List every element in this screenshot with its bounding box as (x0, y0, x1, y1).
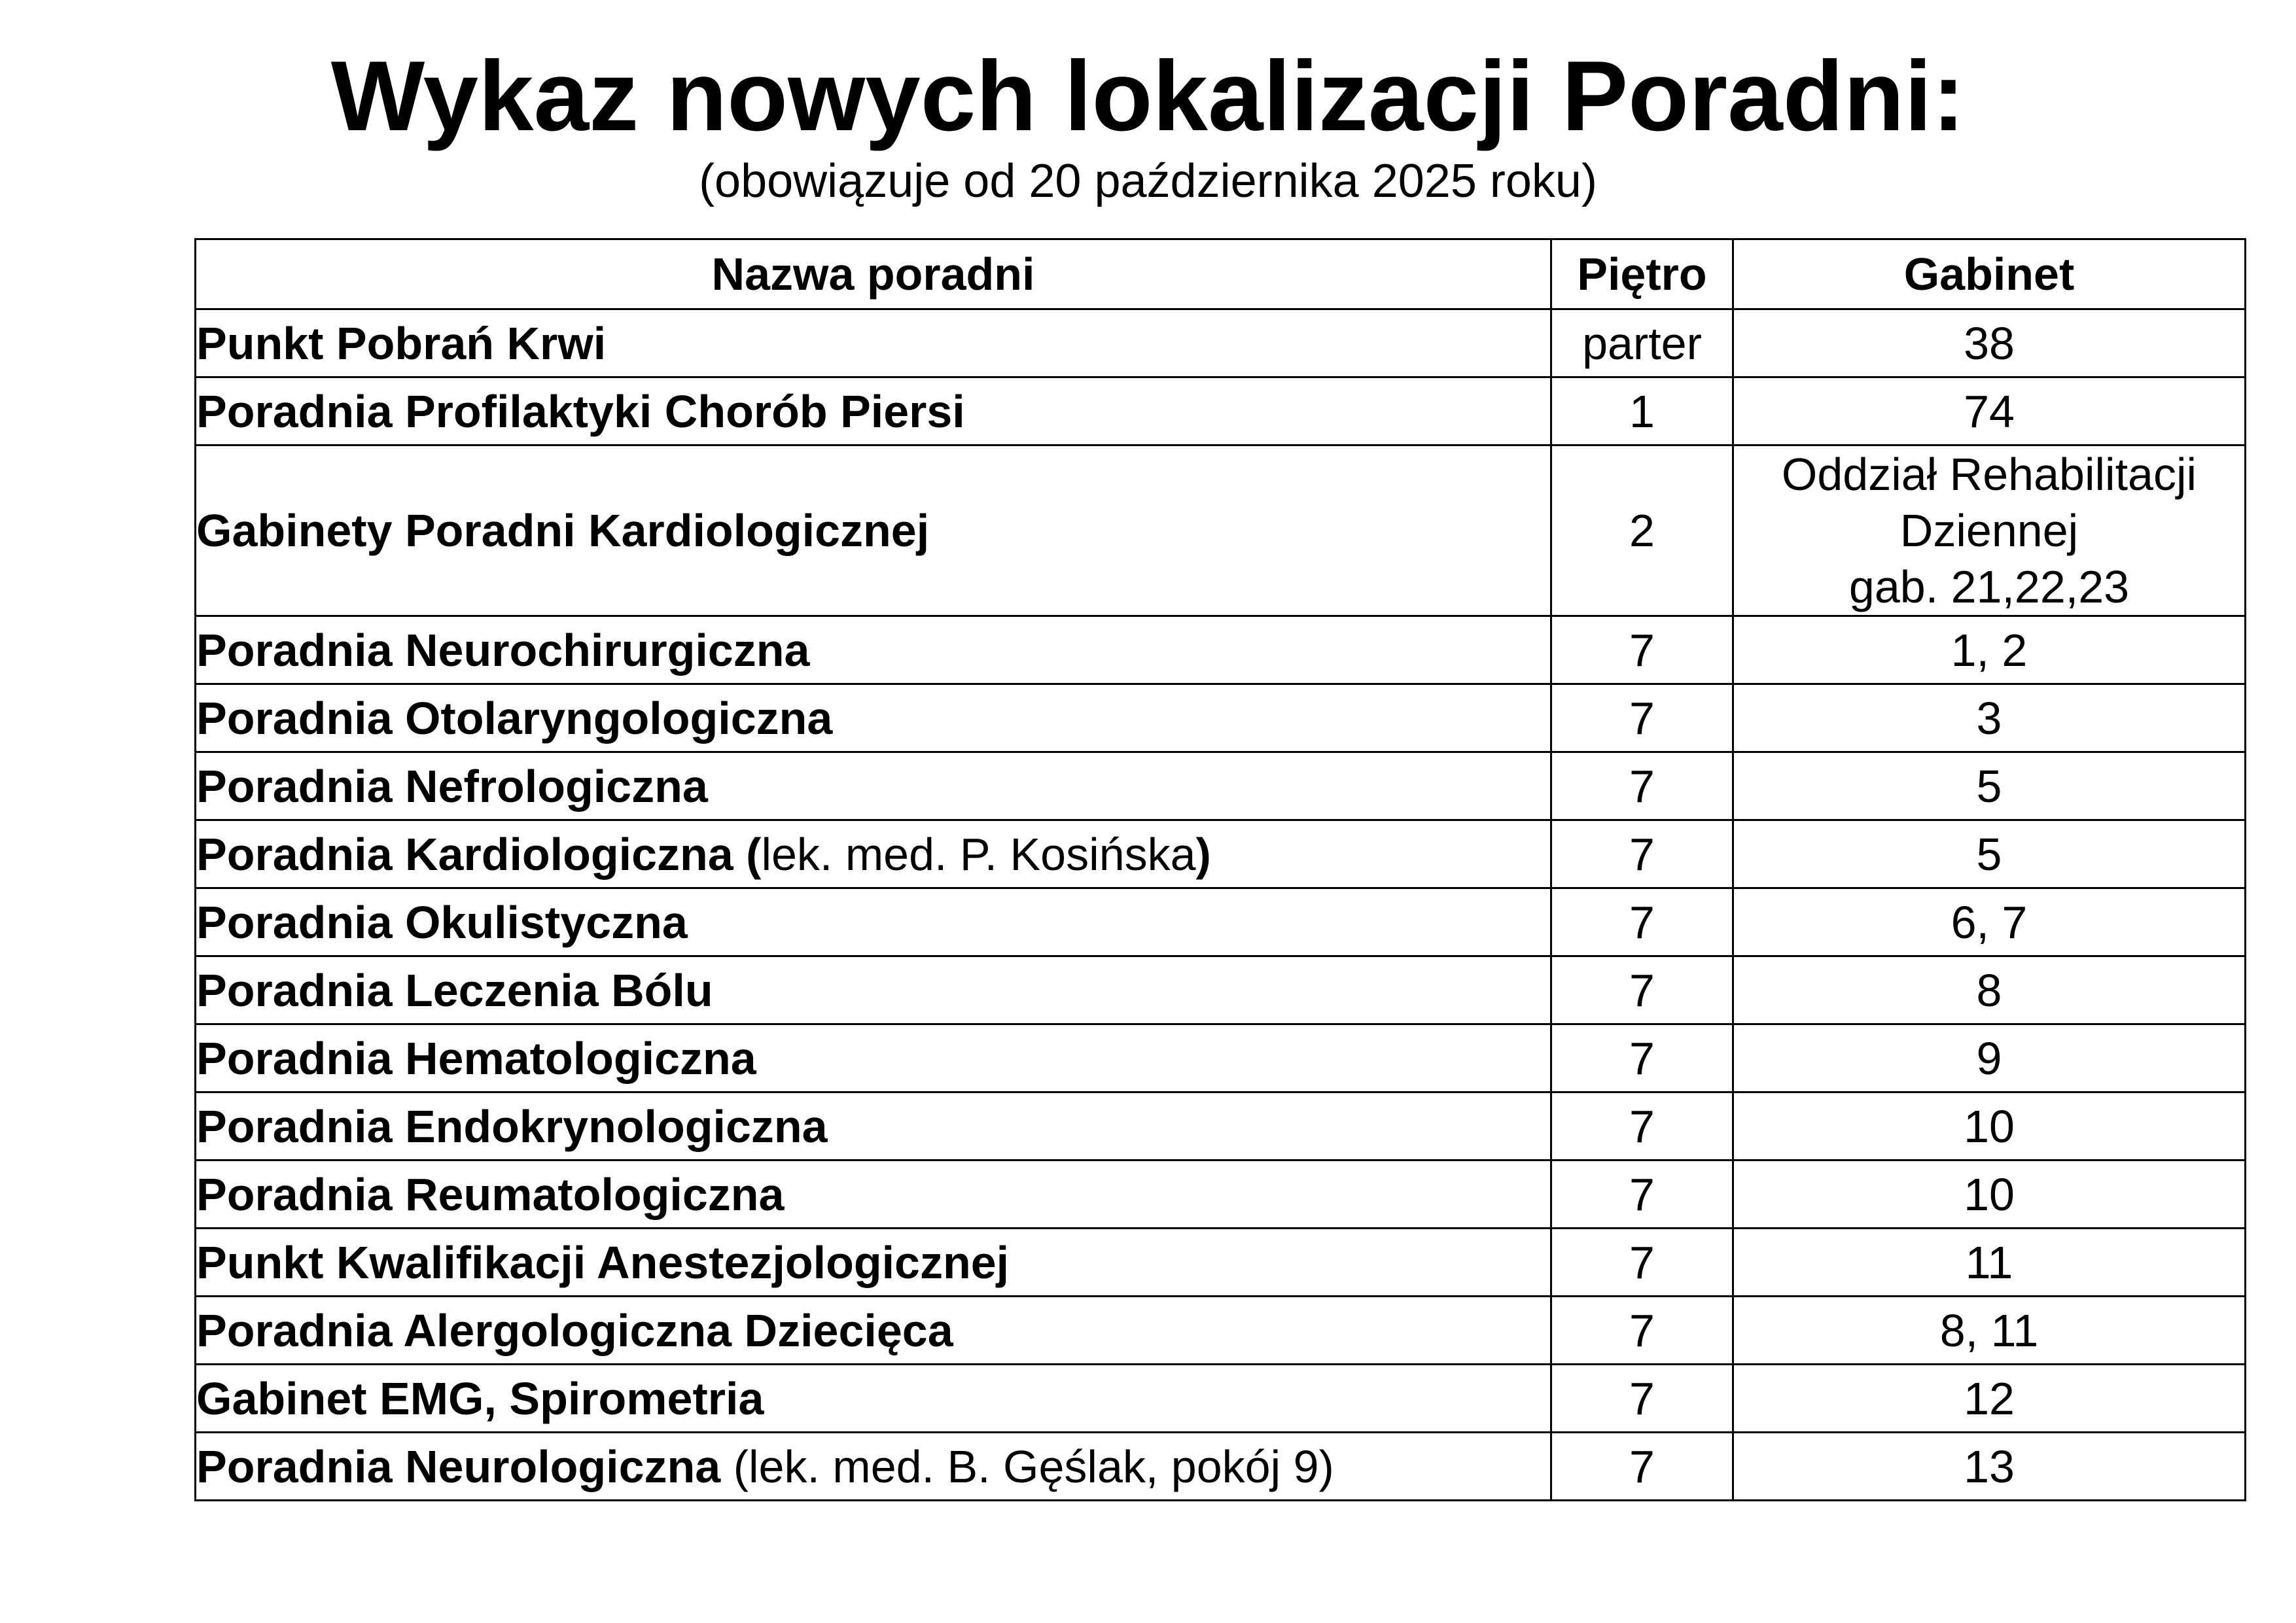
clinic-name-text: Punkt Pobrań Krwi (196, 317, 607, 369)
table-row (196, 1433, 2246, 1501)
clinic-name-text: Poradnia Alergologiczna Dziecięca (196, 1304, 953, 1356)
clinic-room: 10 (1733, 1092, 2246, 1161)
clinic-room-line: Oddział Rehabilitacji (1781, 449, 2197, 500)
clinic-room: 8, 11 (1733, 1297, 2246, 1365)
clinic-name (196, 1092, 1551, 1161)
clinic-floor: 7 (1551, 684, 1733, 752)
clinic-name (196, 888, 1551, 956)
clinic-room: 5 (1733, 820, 2246, 888)
clinic-floor: 7 (1551, 956, 1733, 1024)
clinic-name-text: Poradnia Kardiologiczna ( (196, 828, 762, 880)
clinic-name-text: Poradnia Profilaktyki Chorób Piersi (196, 385, 965, 437)
clinic-name-text: Gabinet EMG, Spirometria (196, 1372, 764, 1424)
clinic-name-text: Poradnia Reumatologiczna (196, 1168, 785, 1220)
table-row (196, 445, 2246, 616)
header-name: Nazwa poradni (196, 239, 1551, 309)
clinic-name-text: Poradnia Neurologiczna (196, 1440, 721, 1492)
table-row (196, 1161, 2246, 1229)
clinic-name-close: ) (1195, 828, 1211, 880)
clinic-floor: 7 (1551, 1161, 1733, 1229)
table-row (196, 309, 2246, 377)
clinic-name (196, 616, 1551, 684)
clinic-name-note: (lek. med. B. Gęślak, pokój 9) (720, 1440, 1334, 1492)
clinic-name (196, 309, 1551, 377)
header-floor: Piętro (1551, 239, 1733, 309)
clinic-room: 10 (1733, 1161, 2246, 1229)
clinic-name (196, 752, 1551, 820)
clinic-room: 5 (1733, 752, 2246, 820)
clinic-floor: 7 (1551, 1433, 1733, 1501)
clinic-floor: parter (1551, 309, 1733, 377)
clinic-room: 12 (1733, 1365, 2246, 1433)
clinic-floor: 7 (1551, 1092, 1733, 1161)
table-row (196, 752, 2246, 820)
clinic-room: 38 (1733, 309, 2246, 377)
table-row (196, 956, 2246, 1024)
clinic-room (1733, 445, 2246, 616)
clinic-floor: 2 (1551, 445, 1733, 616)
clinic-name (196, 1024, 1551, 1092)
clinic-floor: 7 (1551, 1365, 1733, 1433)
table-row (196, 1229, 2246, 1297)
clinic-floor: 7 (1551, 820, 1733, 888)
clinic-name-note: lek. med. P. Kosińska (761, 828, 1196, 880)
clinic-floor: 7 (1551, 752, 1733, 820)
clinic-room: 9 (1733, 1024, 2246, 1092)
table-row (196, 888, 2246, 956)
clinic-room: 3 (1733, 684, 2246, 752)
clinic-name-text: Poradnia Leczenia Bólu (196, 964, 713, 1016)
clinic-floor: 7 (1551, 888, 1733, 956)
clinic-room-line: Dziennej (1899, 505, 2079, 556)
clinic-name-text: Poradnia Nefrologiczna (196, 760, 708, 812)
clinic-name (196, 377, 1551, 445)
clinic-name (196, 956, 1551, 1024)
clinic-name (196, 1433, 1551, 1501)
table-row (196, 1092, 2246, 1161)
table-row (196, 377, 2246, 445)
clinic-name-text: Gabinety Poradni Kardiologicznej (196, 505, 930, 556)
clinic-floor: 7 (1551, 1297, 1733, 1365)
clinic-name-text: Poradnia Hematologiczna (196, 1032, 756, 1084)
table-row (196, 1297, 2246, 1365)
clinic-room: 1, 2 (1733, 616, 2246, 684)
clinic-name (196, 1365, 1551, 1433)
header-room: Gabinet (1733, 239, 2246, 309)
clinic-room: 6, 7 (1733, 888, 2246, 956)
clinic-room: 11 (1733, 1229, 2246, 1297)
clinic-name-text: Poradnia Neurochirurgiczna (196, 624, 810, 676)
clinic-floor: 7 (1551, 1229, 1733, 1297)
clinic-name-text: Poradnia Endokrynologiczna (196, 1100, 828, 1152)
clinic-room: 13 (1733, 1433, 2246, 1501)
table-row (196, 1365, 2246, 1433)
clinic-name (196, 1161, 1551, 1229)
clinic-name-text: Poradnia Otolaryngologiczna (196, 692, 833, 744)
table-row (196, 1024, 2246, 1092)
page-subtitle: (obowiązuje od 20 października 2025 roku) (699, 155, 1597, 207)
clinic-name (196, 684, 1551, 752)
clinic-room-line: gab. 21,22,23 (1848, 561, 2130, 612)
clinic-name (196, 445, 1551, 616)
table-row (196, 820, 2246, 888)
clinic-room: 8 (1733, 956, 2246, 1024)
clinic-name-text: Poradnia Okulistyczna (196, 896, 688, 948)
page-title: Wykaz nowych lokalizacji Poradni: (330, 41, 1966, 152)
clinic-name (196, 1297, 1551, 1365)
clinic-floor: 1 (1551, 377, 1733, 445)
table-row (196, 684, 2246, 752)
clinic-floor: 7 (1551, 1024, 1733, 1092)
clinic-room: 74 (1733, 377, 2246, 445)
table-row (196, 616, 2246, 684)
clinic-name-text: Punkt Kwalifikacji Anestezjologicznej (196, 1236, 1010, 1288)
clinic-floor: 7 (1551, 616, 1733, 684)
clinic-name (196, 1229, 1551, 1297)
clinic-locations-table (194, 238, 2246, 1501)
table-header-row (196, 239, 2246, 309)
clinic-name (196, 820, 1551, 888)
